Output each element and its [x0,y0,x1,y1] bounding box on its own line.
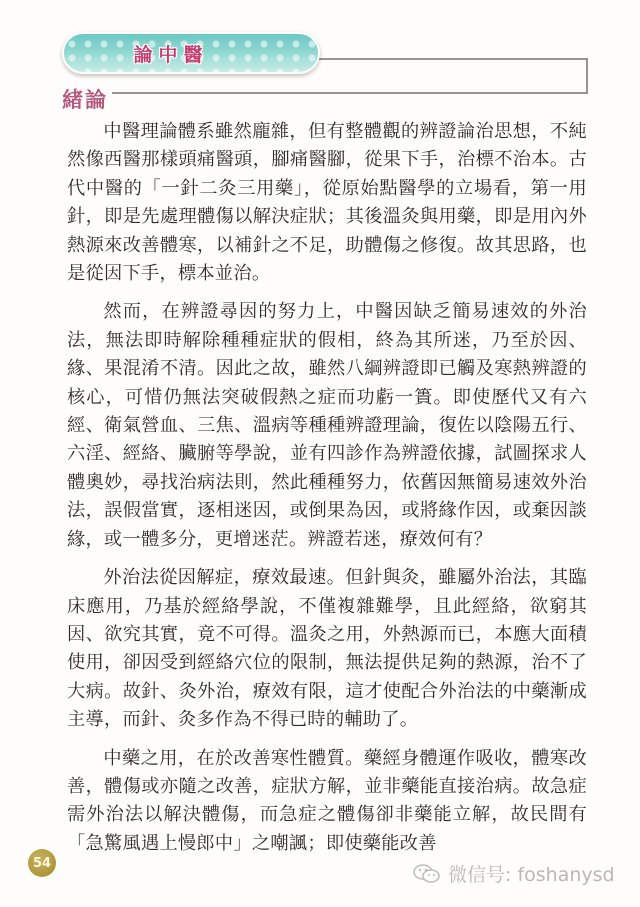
page-number-badge: 54 [28,849,56,877]
watermark-text: 微信号: foshanysd [448,864,615,886]
paragraph-1: 中醫理論體系雖然龐雜，但有整體觀的辨證論治思想，不純然像西醫那樣頭痛醫頭，腳痛醫腳，從果下手，治標不治本。古代中醫的「一針二灸三用藥」，從原始點醫學的立場看，第一用針，即是先處理體傷以解決症狀；其後溫灸與用藥，即是用內外熱源來改善體寒，以補針之不足，助體傷之修復。故其思路，也是從因下手，標本並治。 [67,121,587,285]
chapter-banner [62,32,320,74]
watermark [412,860,615,887]
paragraph-3: 外治法從因解症，療效最速。但針與灸，雖屬外治法，其臨床應用，乃基於經絡學說，不僅複雜難學，且此經絡，欲窮其因、欲究其實，竟不可得。溫灸之用，外熱源而已，本應大面積使用，卻因受到經絡穴位的限制，無法提供足夠的熱源，治不了大病。故針、灸外治，療效有限，這才使配合外治法的中藥漸成主導，而針、灸多作為不得已時的輔助了。 [67,567,587,731]
chapter-title: 論中醫 [133,43,209,66]
wechat-icon [412,862,442,886]
paragraph-2: 然而，在辨證尋因的努力上，中醫因缺乏簡易速效的外治法，無法即時解除種種症狀的假相，終為其所迷，乃至於因、緣、果混淆不清。因此之故，雖然八綱辨證即已觸及寒熱辨證的核心，可惜仍無法突破假熱之症而功虧一簣。即使歷代又有六經、衛氣營血、三焦、溫病等種種辨證理論，復佐以陰陽五行、六淫、經絡、臟腑等學說，並有四診作為辨證依據，試圖探求人體奧妙，尋找治病法則，然此種種努力，依舊因無簡易速效外治法，誤假當實，逐相迷因，或倒果為因，或將緣作因，或棄因談緣，或一體多分，更增迷茫。辨證若迷，療效何有？ [67,301,587,550]
paragraph-4: 中藥之用，在於改善寒性體質。藥經身體運作吸收，體寒改善，體傷或亦隨之改善，症狀方解，並非藥能直接治病。故急症需外治法以解決體傷，而急症之體傷卻非藥能立解，故民間有「急驚風遇上慢郎中」之嘲諷；即使藥能改善 [67,747,587,854]
section-heading: 緒論 [62,88,108,112]
body-text [67,118,587,868]
